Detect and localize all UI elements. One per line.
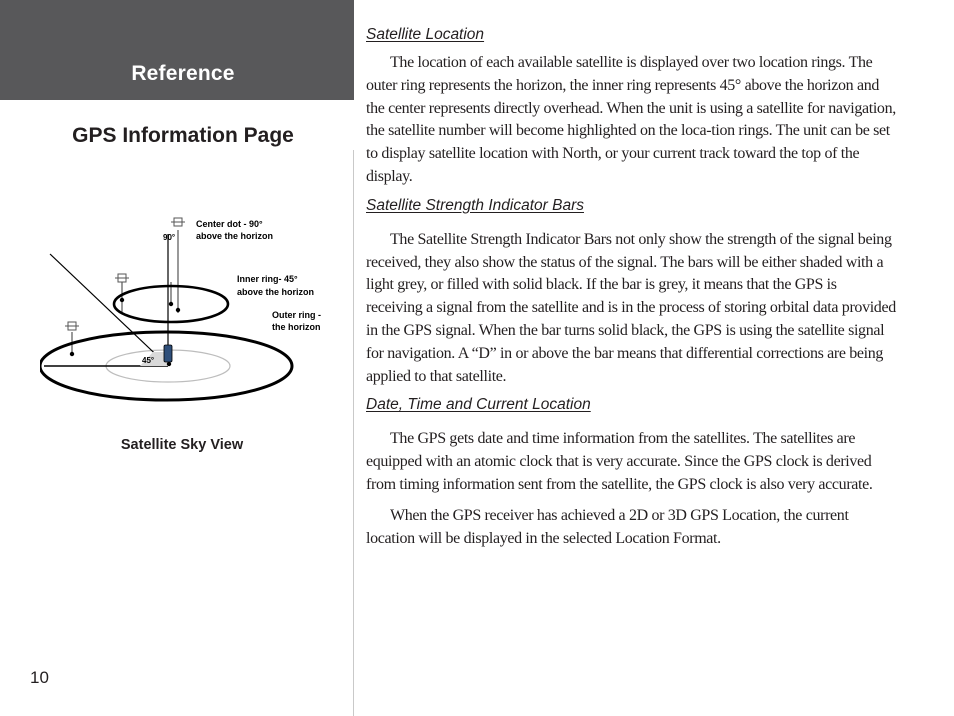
paragraph: The Satellite Strength Indicator Bars not only show the strength of the signal being received, they also show the status of the signal. The bars will be either shaded with a light grey, or filled with solid black. If the bar is grey, it means that the GPS is receiving a signal from the satellite and is in the process of storing orbital data provided in the GPS signal. When the bar turns solid black, the GPS is using the satellite signal for navigation. A “D” in or above the bar means that differential corrections are being applied to that satellite.: [366, 230, 896, 385]
page-title: GPS Information Page: [72, 124, 294, 147]
section-label: Reference: [131, 62, 235, 85]
figure-caption: Satellite Sky View: [120, 437, 244, 453]
satellite-icon: [65, 322, 79, 330]
right-column: [366, 22, 896, 550]
column-divider: [353, 150, 354, 716]
gps-unit-icon: [164, 345, 172, 362]
paragraph: The GPS gets date and time information from the satellites. The satellites are equipped with an atomic clock that is very accurate. Since the GPS clock is derived from timing information sent from the satellite, the GPS clock is also very accurate.: [366, 430, 873, 493]
satellite-icon: [171, 218, 185, 226]
angle-90-label: 90°: [163, 233, 176, 242]
subhead-date-time-location: Date, Time and Current Location: [366, 396, 591, 414]
page-number: 10: [30, 668, 49, 687]
subhead-satellite-location: Satellite Location: [366, 26, 485, 43]
inner-ring-label-2: above the horizon: [237, 287, 315, 297]
outer-ring-label-1: Outer ring -: [272, 310, 321, 320]
inner-ring-label-1: Inner ring- 45°: [237, 274, 298, 284]
satellite-icon: [115, 274, 129, 282]
paragraph: The location of each available satellite is displayed over two location rings. The outer ring represents the horizon, the inner ring represents 45° above the horizon and the center represents directly overhead. When the unit is using a satellite for navigation, the satellite number will become highlighted on the loca-tion rings. The unit can be set to display satellite location with North, or your current track toward the top of the display.: [366, 54, 896, 185]
angle-45-label: 45°: [142, 356, 155, 365]
center-dot-label-2: above the horizon: [196, 231, 274, 241]
outer-ring-label-2: the horizon: [272, 322, 321, 332]
center-dot-label-1: Center dot - 90°: [196, 219, 263, 229]
paragraph: When the GPS receiver has achieved a 2D or 3D GPS Location, the current location will be displayed in the selected Location Format.: [366, 506, 849, 547]
subhead-strength-bars: Satellite Strength Indicator Bars: [366, 196, 584, 214]
left-column: [0, 0, 354, 716]
satellite-sky-view-diagram: [40, 212, 340, 412]
horizon-sight-line: [50, 254, 168, 366]
